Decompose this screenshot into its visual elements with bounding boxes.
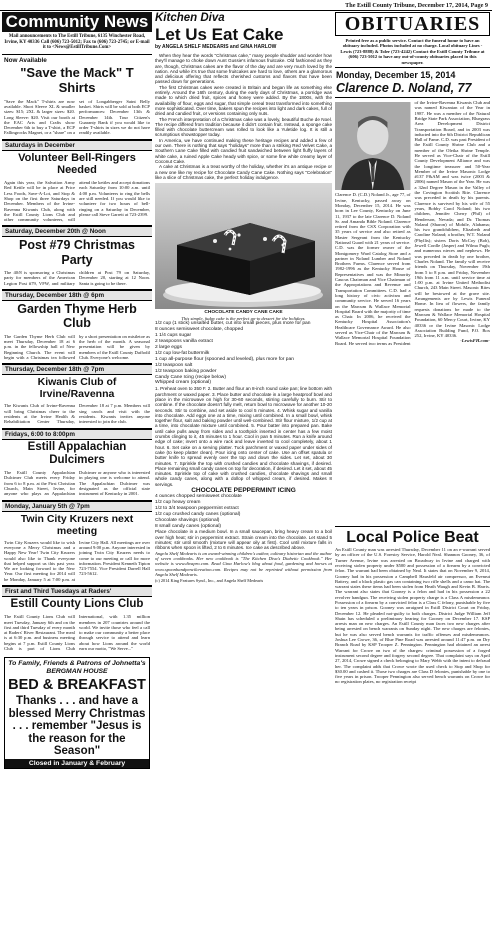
icing-title: CHOCOLATE PEPPERMINT ICING <box>191 487 296 495</box>
kitchen-diva-kicker: Kitchen Diva <box>155 12 225 24</box>
icing-steps: Place chocolate in a medium bowl. In a small saucepan, bring heavy cream to a boil over high heat; stir in peppermint extract. Strain cream into the chocolate. Let stand 5 minutes; stir until smooth (mixture will appear oily at first). Cool until mixture falls in ribbons when spoon is lifted, 2 to 6 minutes. Ice cake as described above. <box>155 529 332 551</box>
lions-club-headline: Estill County Lions Club <box>10 598 144 610</box>
kiwanis-body: The Kiwanis Club of Irvine-Ravenna will bring Christmas cheer to the residents at the Irvine Health & Rehabilitation Center Thursday, December 18 at 7 p.m. Members will sing carols and visit with the residents. Kiwanis invites anyone interested to join the club. <box>2 402 152 428</box>
community-news-column <box>2 12 152 932</box>
lions-club-body: The Estill County Lions Club will meet Tuesday, January 6th and on the first and third Tuesday of every month at Raders' River Restaurant. The meal is at 6:30 p.m. and business meeting begins at 7 p.m. Estill County Lions Club is part of Lions Club International, with 1.35 million members in 207 countries around the world. We invite those who feel a call to make our community a better place through service to attend and learn about how Lions around the world earn our motto, "We Serve..." <box>4 614 150 651</box>
community-news-submission-info: Mail announcements to The Estill Tribune, 6135 Winchester Road, Irvine, KY 40336 Call (606) 723-5012; Fax to (606) 723-2745; or E-mail it to <News@EstillTribune.Com> <box>2 32 152 55</box>
bell-ringers-body: Again this year, the Salvation Army Red Kettle will be in place at Price Less Foods, Save-A-Lot, and Stop & Shop on the first three Saturdays in December. Members of the Irvine-Ravenna Kiwanis Club, along with the Estill County Lions Club and other community volunteers, will attend the kettles and accept donations each Saturday from 10:00 a.m. until 4:00 p.m. Volunteers to ring the bells are still needed. If you would like to volunteer for two hours of bell-ringing on a Saturday in December, please call Steve Garrett at 723-2399. <box>2 179 152 226</box>
kitchen-diva-byline: by ANGELA SHELF MEDEARIS and GINA HARLOW <box>155 44 277 50</box>
ingredient-line: 8 ounces semisweet chocolate, chopped <box>155 327 244 333</box>
ingredient-line: 1 cup all-purpose flour (spooned and leveled), plus more for pan <box>155 356 294 362</box>
bell-ringers-headline: Volunteer Bell-Ringers Needed <box>18 151 136 177</box>
obituaries-column <box>335 12 490 932</box>
obituaries-submission-info: Printed free as a public service. Contact the funeral home to have an obituary included. Photos included at no charge. Local obituary Lines - Lewis (723-8888) & Toler (723-4242) Contact the Estill County Tribune at (606) 723-5012 to have any out-of-county obituaries placed in this newspaper. <box>335 36 490 68</box>
garden-thyme-body: The Garden Thyme Herb Club will meet Thursday, December 18 at 6 p.m. in the fellowship hall of New Beginning Church. The event will begin with a Christmas tea followed by a short presentation on mistletoe as the herb of the month. A seasonal presentation will be given by members of the Estill County Daffodil Club. Everyone's welcome. <box>2 333 152 364</box>
bed-and-breakfast-ad <box>4 657 150 769</box>
event-date-band: Saturdays in December <box>2 140 152 151</box>
obituary-name: Clarence D. Noland, 77 <box>335 81 490 98</box>
ingredient-line: Whipped cream (optional) <box>155 380 211 386</box>
post-79-headline: Post #79 Christmas Party <box>18 238 136 267</box>
ingredient-line: 1/2 teaspoon salt <box>155 362 193 368</box>
garden-thyme-headline: Garden Thyme Herb Club <box>17 302 137 331</box>
ingredient-line: 1/2 cup heavy cream <box>155 499 201 505</box>
ad-message: Thanks . . . and have a blessed Merry Christmas . . . remember "Jesus is the reason for the Season" <box>8 695 146 758</box>
kruzers-body: Twin City Kruzers would like to wish everyone a Merry Christmas and a Happy New Year! Twin City Kruzers would also like to Thank everyone that helped support us this past year. We are looking forward to the New Year. Our first meeting for 2014 will be Monday, January 5 at 7:00 p.m. at Irvine City Hall. All meetings are over around 9:00 p.m. Anyone interested in joining Twin City Kruzers needs to come to our meeting or call for more information. President Kenneth Tipton 723-7554. Vice President Darrell Hall 723-5612. <box>2 539 152 586</box>
save-the-mack-body: "Save the Mack" T-shirts are now available. Short Sleeve XL & smaller sizes: $15; 2XL & larger sizes: $20. Long Sleeve: $20. Visit our booth at the EAC Arts and Crafts show December 6th to buy a T-shirt, a ECP Fallingrocks Magnet, or a "share" on a set of Longabberger Saint Belly basket. Shirts will be sold at both ECP performances: December 13th & December 14th. Tour Citizen's Guaranty Bank if you would like to order T-shirts in sizes we do not have readily available. <box>2 98 152 140</box>
kruzers-headline: Twin City Kruzers next meeting <box>20 512 134 537</box>
event-date-band: Monday, January 5th @ 7pm <box>2 501 152 512</box>
ingredient-line: Candy Cane Icing (recipe below) <box>155 374 226 380</box>
post-79-body: The 40/8 is sponsoring a Christmas party for members of the American Legion Post #79, VFW, and military children at Post 79 on Saturday, December 20, starting at 12 Noon. Santa is going to be there. <box>2 269 152 290</box>
community-news-masthead: Community News <box>2 12 152 32</box>
obituary-body-wrap <box>335 98 490 526</box>
portrait-photo <box>335 102 411 190</box>
recipe-steps: 1. Preheat oven to 350 F. 2. Butter and flour an 8-inch round cake pan; line bottom with parchment or waxed paper. 3. Place butter and chocolate in a large heatproof bowl and place in the microwave on high for 30-60 seconds, stirring carefully to burn. Stir to combine. If the chocolate doesn't fully melt, return bowl to microwave for another 10-20 seconds. Stir to combine, and set aside to cool 5 minutes. 4. Whisk sugar and vanilla into chocolate. Add eggs one at a time, mixing until combined. In a small bowl, whisk together flour, salt and baking powder until well-combined. Stir flour mixture, 1/2 cup at a time, into chocolate mixture until combined. 5. Pour batter into prepared pan. Bake until cake pulls away from sides and a toothpick inserted in center has a few moist crumbs clinging to it, 45 minutes to 1 hour. Cool in pan 5 minutes. Run a knife around edge of cake; invert onto a wire rack and leave inverted to cool completely, about 1 hour. 6. Set cake on a serving platter. Tuck parchment or waxed paper under sides of cake (to keep platter clean). Pour icing onto center of cake. Use an offset spatula or butter knife to spread evenly over the top and down the sides. Let set, about 30 minutes. 7. Sprinkle the top with crushed candies and chocolate shavings, if desired. Place remaining small candy canes on top for decoration, if desired. Let it set, about 45 minutes. Sprinkle top of cake with crushed candies, chocolate shavings and small whole candy canes, along with a dollop of whipped cream, if desired. Makes 8 servings. <box>155 386 332 487</box>
ingredient-line: 2 teaspoons vanilla extract <box>155 339 213 345</box>
event-date-band: Thursday, December 18th @ 7pm <box>2 364 152 375</box>
obituary-date: Monday, December 15, 2014 <box>336 70 456 81</box>
save-the-mack-headline: "Save the Mack" T Shirts <box>20 64 134 95</box>
event-date-band: Fridays, 6:00 to 8:00pm <box>2 429 152 440</box>
ad-closed-notice: Closed in January & February <box>5 759 149 768</box>
kitchen-diva-column <box>155 12 332 932</box>
page-header: The Estill County Tribune, December 17, 2014, Page 9 <box>0 0 492 11</box>
event-date-band: Saturday, December 20th @ Noon <box>2 226 152 237</box>
dulcimers-headline: Estill Appalachian Dulcimers <box>27 440 127 466</box>
obituary-signoff: -LewisFH.com- <box>460 338 490 344</box>
recipe-intro: This simple, fudgy cake is the perfect go-to dessert for the holidays. <box>181 316 306 322</box>
obituary-body: Clarence D. (C.D.) Noland Jr., age 77, of Irvine, Kentucky, passed away on Monday, December 15, 2014. He was born in Lee County, Kentucky on June 11, 1937 to the late Clarence D. Noland Sr. and Amanda Bible Noland. Clarence retired from the CSX Corporation with 35 years of service and also retired as Master Sergeant from the Kentucky National Guard with 21 years of service. C.D. was the former owner of the Montgomery Ward Catalog Store and a partner in Noland Lumber and Noland Brothers Farms. Clarence served from 1982-1996 as the Kentucky House of Representatives and was the Minority Caucus Chairman and Vice Chairman of the Appropriations and Revenue and Transportation Committees. C.D. had a long history of civic activism and community service. He served 16 years on the Marcum & Wallace Memorial Hospital Board with the majority of time as Chair. In 2006, he received the Kentucky Hospital Association's Healthcare Governance Award. He also served as Vice-Chair of the Marcum & Wallace Memorial Hospital Foundation Board. He served two terms as President of the Irvine-Ravenna Kiwanis Club and was named Kiwanian of the Year in 1987. He was a member of the Natural Bridge State Park Association, Bluegrass Area Development District Transportation Board, and in 2003 was inducted into the 6th District Republican Hall of Fame. C.D. was past President of the Estill County Shrine Club and a member of the Oleika Shrine Temple. He served as Vice-Chair of the Estill County Development Alliance and was the longtime treasurer and 50-Year Member of the Irvine Masonic Lodge #137 F&AM and was twice (2003 & 2006) named Mason of the Year. He was a 32nd Degree Mason in the Valley of the Covington Scottish Rite. Clarence was preceded in death by his parents. Clarence is survived by his wife of 55 years, Bobby Carol Noland; his two children, Jennifer Cherry (Phil) of Henderson, Nevada; and Dr. Thomas Noland (Sharon) of Mobile, Alabama; his two grandchildren, Elizabeth and Caroline Noland; a brother, W.T. Noland (Phyllis); sisters Doris McCoy (Bob), Jewell Cordle (Jasper) and Wilma Pugh; and numerous nieces and nephews. He was preceded in death by one brother, Charles Noland. The family will receive friends on Thursday, November 19th from 5 to 8 p.m. and Friday, November 19th from 11 a.m. until service time at 1:00 p.m. at Irvine United Methodist Church, 243 Main Street. Masonic Rites will be bestowed at the grave site. Arrangements are by Lewis Funeral Home. In lieu of flowers, the family requests donations be made to the Marcum & Wallace Memorial Hospital Foundation, 60 Mercy Court, Irvine, KY 40336 or the Irvine Masonic Lodge Association Building Fund, P.O. Box 252, Irvine, KY 40336. -LewisFH.com- <box>335 100 490 346</box>
ingredient-line: Chocolate shavings (optional) <box>155 517 220 523</box>
ad-business-name: BED & BREAKFAST <box>8 677 146 694</box>
ingredient-line: 1/2 teaspoon baking powder <box>155 368 217 374</box>
ingredient-line: 4 ounces chopped semisweet chocolate <box>155 494 242 500</box>
ingredient-line: 1/2 cup crushed candy canes (optional) <box>155 511 241 517</box>
author-bio: Angela Shelf Medearis is an award-winning children's author, culinary historian and the author of seven cookbooks. Her new cookbook is "The Kitchen Diva's Diabetic Cookbook." Her website is www.divapro.com. Read Gina Harlow's blog about food, gardening and horses at www.spoonhandpencilcreation.com. Recipes may not be reprinted without permission from Angela Shelf Medearis. <box>155 550 332 577</box>
ingredient-line: 1/2 to 3/4 teaspoon peppermint extract <box>155 505 239 511</box>
dulcimers-body: The Estill County Appalachian Dulcimer Club meets every Friday from 6 to 8 p.m. at the First Christian Church, Main Street, Irvine, for anyone who plays an Appalachian Dulcimer or anyone who is interested in playing one is welcome to attend. The Appalachian Dulcimer was designated as the official state instrument of Kentucky in 2001. <box>2 469 152 500</box>
ingredient-line: 2 large eggs <box>155 345 182 351</box>
ad-greeting: To Family, Friends & Patrons of Johnetta's BERGMAN HOUSE <box>8 660 146 676</box>
police-beat-headline: Local Police Beat <box>335 526 490 547</box>
ingredient-line: 1/2 cup (1 stick) unsalted butter, cut into small pieces, plus more for pan <box>155 321 311 327</box>
ingredient-line: 1/2 cup low-fat buttermilk <box>155 350 210 356</box>
kiwanis-headline: Kiwanis Club of Irvine/Ravenna <box>37 376 117 401</box>
event-date-band: First and Third Tuesdays at Raders' <box>2 586 152 597</box>
police-beat-body: An Estill County man was arrested Thursday, December 11 on an e-warrant served by an officer of the U.S. Forestry Service, Harold Neal. Shannon Gooney, 36, of Turner Avenue, Irvine was arrested on Broadway in Irvine and charged with receiving stolen property under $500 and possession of a firearm by a convicted felon. The warrant had been obtained by Neal. It states that on November 9, 2014, Gooney had in his possession a Campbell Hausfeld air compressor, an Evenrut Battery, and a black plastic gas can containing two rifle shells and a camo hat. The warrant states these items had been stolen from Heath Waugh and Kevin B. Harris. The warrant also states that Gooney is a felon and had in his possession a 22 revolver handgun. The receiving stolen property charge is a Class A misdemeanor. Possession of a firearm by a convicted felon is a Class C felony, punishable by five to ten years in prison. Gooney was arraigned in Estill District Court on Friday, December 12. He pleaded not-guilty to both charges. District Judge William Jeff Shain has scheduled a preliminary hearing for Gooney on December 17. KSP arrests man on new charges. An Estill County man faces two new charges after being arrested on bench warrants on Sunday night. The new charges are felonies, but he was also served bench warrants for traffic offenses and misdemeanors. Joshua Lee Crowe, 36, of Blue Pine Road was arrested around 11:47 p.m. on Dry Branch Road by KSP Trooper Z. Pennington. Pennington had obtained an arrest Warrant for Crowe on two of the charges: criminal possession of a forged instrument second degree and forgery second degree. That complaint says on April 27, 2014, Crowe signed a check belonging to Mary Webb with the intent to defraud her. The complaint adds that Crowe wrote the used check to Stop and Shop for $30.00 and cashed it. Those two charges are Class D felonies, punishable by one to five years in prison. Trooper Pennington also served bench warrants on Crowe for no registration plates, no registration receipt <box>335 547 490 685</box>
event-date-band: Thursday, December 18th @ 6pm <box>2 290 152 301</box>
icing-ingredients-list <box>155 494 332 529</box>
now-available-label: Now Available <box>4 56 47 64</box>
photo-caption: CHOCOLATE CANDY CANE CAKE <box>204 310 283 316</box>
cake-photo <box>155 183 332 309</box>
ingredient-line: 1 1/4 cups sugar <box>155 333 192 339</box>
ingredients-list <box>155 321 332 386</box>
kitchen-diva-headline: Let Us Eat Cake <box>155 25 284 44</box>
ingredient-line: 8 small candy canes (optional) <box>155 523 222 529</box>
copyright-line: (c) 2014 King Features Synd., Inc., and Angela Shelf Medearis <box>155 578 264 584</box>
article-paragraph: When they hear the words "Christmas cake," many people shudder and wonder how they'll manage to choke down Aunt Gussie's infamous fruitcake. Old fashioned as they are, though, Christmas cakes are the flavor of the day and are very much loved by the nation. And while it's true that some fruitcakes are hard to love, others are a glamorous and delicious offering that reflects cherished customs and flavors that have been passed down for generations. The first Christmas cakes were created in Britain and began life as something else entirely. Around the 16th century, during the early days of Christmas, a porridge was made to which dried fruit, spices and honey were added. By the 1800s, with the availability of flour, eggs and sugar, that simple cereal treat transformed into something more sophisticated. Over time, bakers spun the recipes into light and dark cakes, full of dried and candied fruit, or versions containing only nuts. The French interpretation of a Christmas cake was a lovely, beautiful Buche de Noel. The recipe differed from tradition because it didn't contain fruit. Instead, a sponge cake filled with chocolate buttercream was rolled to look like a Yuletide log. It is still a scrumptious showstopper today. In America, we have continued making these heritage recipes and added a few of our own. There is nothing that says "holidays" more than a striking Red Velvet Cake, a Southern Lane Cake filled with candied fruit sandwiched between light fluffy layers of white cake, a ruined Apple Cake heady with spice, or some fine white creamy layer of Coconut Cake. A cake at Christmas is a treat worthy of the holiday, whether it's an antique recipe or a new one like my recipe for Chocolate Candy Cane Cake. Nothing says "Celebration" like a slice of Christmas cake, the perfect holiday indulgence. <box>155 53 332 180</box>
obituaries-masthead: OBITUARIES <box>335 12 490 36</box>
